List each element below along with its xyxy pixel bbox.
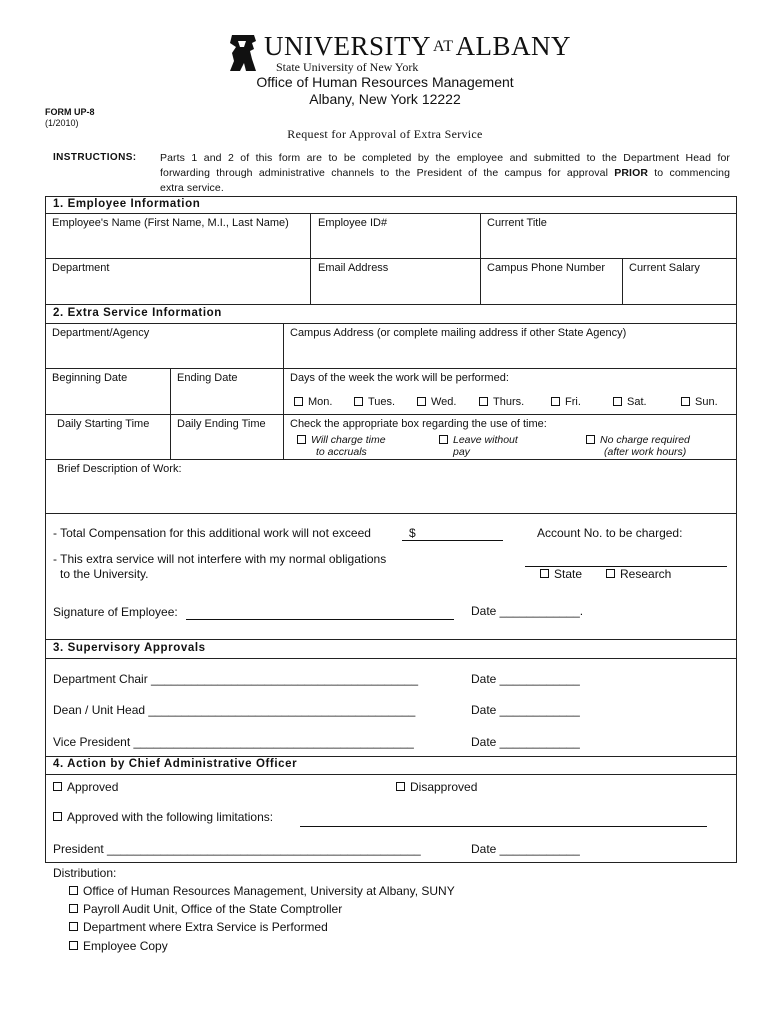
- university-seal-logo: [226, 33, 260, 73]
- days-label: Days of the week the work will be performed:: [290, 372, 509, 384]
- instructions-text: [160, 151, 730, 196]
- leave-without-pay-line2: pay: [453, 446, 470, 458]
- distribution-label: Distribution:: [53, 866, 117, 880]
- section3-title: 3. Supervisory Approvals: [53, 642, 206, 654]
- research-checkbox[interactable]: Research: [606, 567, 671, 582]
- instructions-line-2: [160, 166, 730, 181]
- office-address: Albany, New York 12222: [309, 91, 461, 107]
- employee-name-field[interactable]: Employee's Name (First Name, M.I., Last Name): [52, 217, 289, 229]
- department-agency-field[interactable]: Department/Agency: [52, 327, 150, 339]
- current-salary-field[interactable]: Current Salary: [629, 262, 700, 274]
- campus-phone-field[interactable]: Campus Phone Number: [487, 262, 606, 274]
- approved-checkbox[interactable]: Approved: [53, 780, 118, 795]
- department-chair-signature[interactable]: Department Chair ________________________________________: [53, 672, 418, 686]
- day-sat-checkbox[interactable]: Sat.: [613, 396, 647, 409]
- form-title: Request for Approval of Extra Service: [287, 127, 483, 141]
- obligations-line-1: - This extra service will not interfere with my normal obligations: [53, 552, 387, 566]
- limitations-input[interactable]: [300, 826, 707, 827]
- approved-limitations-checkbox[interactable]: Approved with the following limitations:: [53, 810, 273, 825]
- dean-date[interactable]: Date ____________: [471, 703, 580, 717]
- instructions-line-2a: forwarding through administrative channels to the President of the campus for approval: [160, 167, 615, 179]
- university-subtitle: State University of New York: [276, 60, 419, 74]
- vice-president-date[interactable]: Date ____________: [471, 735, 580, 749]
- day-mon-checkbox[interactable]: Mon.: [294, 396, 332, 409]
- campus-address-field[interactable]: Campus Address (or complete mailing address if other State Agency): [290, 327, 627, 339]
- president-date[interactable]: Date ____________: [471, 842, 580, 856]
- instructions-line-3: extra service.: [160, 182, 224, 194]
- time-use-label: Check the appropriate box regarding the use of time:: [290, 418, 547, 430]
- employee-signature-date[interactable]: Date ____________.: [471, 604, 584, 618]
- charge-accruals-line2: to accruals: [316, 446, 367, 458]
- day-fri-checkbox[interactable]: Fri.: [551, 396, 581, 409]
- day-tues-checkbox[interactable]: Tues.: [354, 396, 395, 409]
- dollar-sign: $: [409, 526, 416, 540]
- no-charge-line2: (after work hours): [604, 446, 687, 458]
- university-at: AT: [433, 38, 454, 55]
- office-name: Office of Human Resources Management: [256, 74, 514, 90]
- section2-title: 2. Extra Service Information: [53, 307, 222, 319]
- account-label: Account No. to be charged:: [537, 526, 683, 540]
- charge-accruals-checkbox[interactable]: Will charge time: [297, 434, 386, 447]
- day-thurs-checkbox[interactable]: Thurs.: [479, 396, 524, 409]
- distribution-item: Office of Human Resources Management, University at Albany, SUNY: [69, 884, 455, 899]
- leave-without-pay-checkbox[interactable]: Leave without: [439, 434, 518, 447]
- disapproved-checkbox[interactable]: Disapproved: [396, 780, 477, 795]
- brief-description-field[interactable]: Brief Description of Work:: [57, 463, 182, 475]
- distribution-item: Payroll Audit Unit, Office of the State Comptroller: [69, 902, 342, 917]
- dean-signature[interactable]: Dean / Unit Head ________________________________________: [53, 703, 416, 717]
- employee-id-field[interactable]: Employee ID#: [318, 217, 388, 229]
- university-albany: ALBANY: [455, 31, 572, 61]
- section1-title: 1. Employee Information: [53, 198, 201, 210]
- email-field[interactable]: Email Address: [318, 262, 389, 274]
- day-wed-checkbox[interactable]: Wed.: [417, 396, 456, 409]
- instructions-label: INSTRUCTIONS:: [53, 152, 137, 163]
- distribution-item: Employee Copy: [69, 939, 168, 954]
- president-signature[interactable]: President _______________________________________________: [53, 842, 421, 856]
- day-sun-checkbox[interactable]: Sun.: [681, 396, 718, 409]
- vice-president-signature[interactable]: Vice President __________________________________________: [53, 735, 414, 749]
- current-title-field[interactable]: Current Title: [487, 217, 547, 229]
- form-date: (1/2010): [45, 118, 79, 128]
- compensation-input[interactable]: [402, 540, 503, 541]
- section4-title: 4. Action by Chief Administrative Officer: [53, 758, 298, 770]
- no-charge-checkbox[interactable]: No charge required: [586, 434, 690, 447]
- employee-signature-label: Signature of Employee:: [53, 605, 178, 619]
- distribution-item: Department where Extra Service is Performed: [69, 920, 328, 935]
- form-id: FORM UP-8: [45, 107, 95, 117]
- instructions-prior: PRIOR: [614, 167, 649, 179]
- university-wordmark: UNIVERSITY: [264, 31, 431, 61]
- department-field[interactable]: Department: [52, 262, 110, 274]
- state-checkbox[interactable]: State: [540, 567, 582, 582]
- department-chair-date[interactable]: Date ____________: [471, 672, 580, 686]
- beginning-date-field[interactable]: Beginning Date: [52, 372, 128, 384]
- instructions-line-1: Parts 1 and 2 of this form are to be completed by the employee and submitted to the Department Head for: [160, 152, 730, 164]
- daily-end-time-field[interactable]: Daily Ending Time: [177, 418, 266, 430]
- ending-date-field[interactable]: Ending Date: [177, 372, 238, 384]
- daily-start-time-field[interactable]: Daily Starting Time: [57, 418, 150, 430]
- compensation-label: - Total Compensation for this additional work will not exceed: [53, 526, 371, 540]
- obligations-line-2: to the University.: [60, 567, 149, 581]
- instructions-line-2c: to commencing: [648, 167, 731, 179]
- employee-signature-input[interactable]: [186, 619, 454, 620]
